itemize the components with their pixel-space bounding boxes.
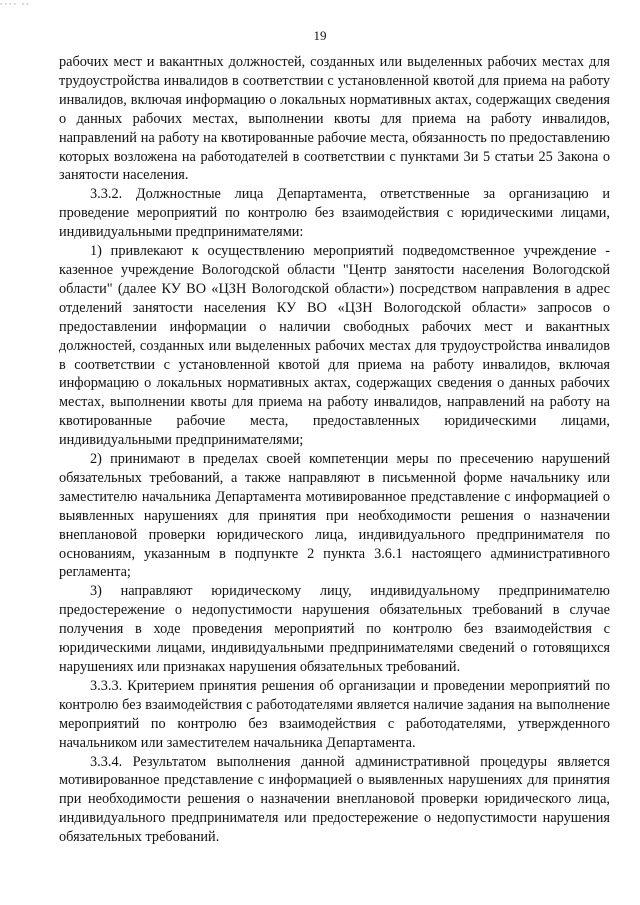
paragraph-3-3-2: 3.3.2. Должностные лица Департамента, ответственные за организацию и проведение мероприятий по контролю без взаимодействия с юридическими лицами, индивидуальными предпринимателями: [59, 186, 610, 241]
paragraph-item-2: 2) принимают в пределах своей компетенции меры по пресечению нарушений обязательных требований, а также направляют в письменной форме начальнику или заместителю начальника Департамента мотивированное представление с информацией о выявленных нарушениях для принятия при необходимости решения о назначении внеплановой проверки юридического лица, индивидуального предпринимателя по основаниям, указанным в подпункте 2 пункта 3.6.1 настоящего административного регламента; [59, 451, 610, 581]
page-number: 19 [313, 28, 327, 43]
document-body [59, 53, 610, 847]
paragraph-3-3-3: 3.3.3. Критерием принятия решения об организации и проведении мероприятий по контролю без взаимодействия с работодателями является наличие задания на выполнение мероприятий по контролю без взаимодействия с работодателями, утвержденного начальником или заместителем начальника Департамента. [59, 677, 610, 751]
scan-artifact-mark: ▪▪▪▪ ▪▪ [0, 0, 31, 8]
paragraph-item-3: 3) направляют юридическому лицу, индивидуальному предпринимателю предостережение о недопустимости нарушения обязательных требований в случае получения в ходе проведения мероприятий по контролю без взаимодействия с юридическими лицами, индивидуальными предпринимателями сведений о готовящихся нарушениях или признаках нарушения обязательных требований. [59, 583, 610, 675]
paragraph-3-3-4: 3.3.4. Результатом выполнения данной административной процедуры является мотивированное представление с информацией о выявленных нарушениях для принятия при необходимости решения о назначении внеплановой проверки юридического лица, индивидуального предпринимателя или предостережение о недопустимости нарушения обязательных требований. [59, 753, 610, 846]
paragraph-item-1: 1) привлекают к осуществлению мероприятий подведомственное учреждение - казенное учреждение Вологодской области "Центр занятости населения Вологодской области" (далее КУ ВО «ЦЗН Вологодской области») посредством направления в адрес отделений занятости населения КУ ВО «ЦЗН Вологодской области» запросов о предоставлении информации о наличии свободных рабочих мест и вакантных должностей, созданных или выделенных рабочих местах для трудоустройства инвалидов в соответствии с установленной квотой для приема на работу инвалидов, включая информацию о локальных нормативных актах, содержащих сведения о данных рабочих местах, выполнении квоты для приема на работу инвалидов, направлений на работу на квотированные рабочие места, предоставленных юридическими лицами, индивидуальными предпринимателями; [59, 243, 610, 449]
paragraph-continuation: рабочих мест и вакантных должностей, созданных или выделенных рабочих местах для трудоустройства инвалидов в соответствии с установленной квотой для приема на работу инвалидов, включая информацию о локальных нормативных актах, содержащих сведения о данных рабочих местах, выполнении квоты для приема на работу инвалидов, направлений на работу на квотированные рабочие места, обязанность по предоставлению которых возложена на работодателей в соответствии с пунктами 3и 5 статьи 25 Закона о занятости населения. [59, 54, 610, 184]
